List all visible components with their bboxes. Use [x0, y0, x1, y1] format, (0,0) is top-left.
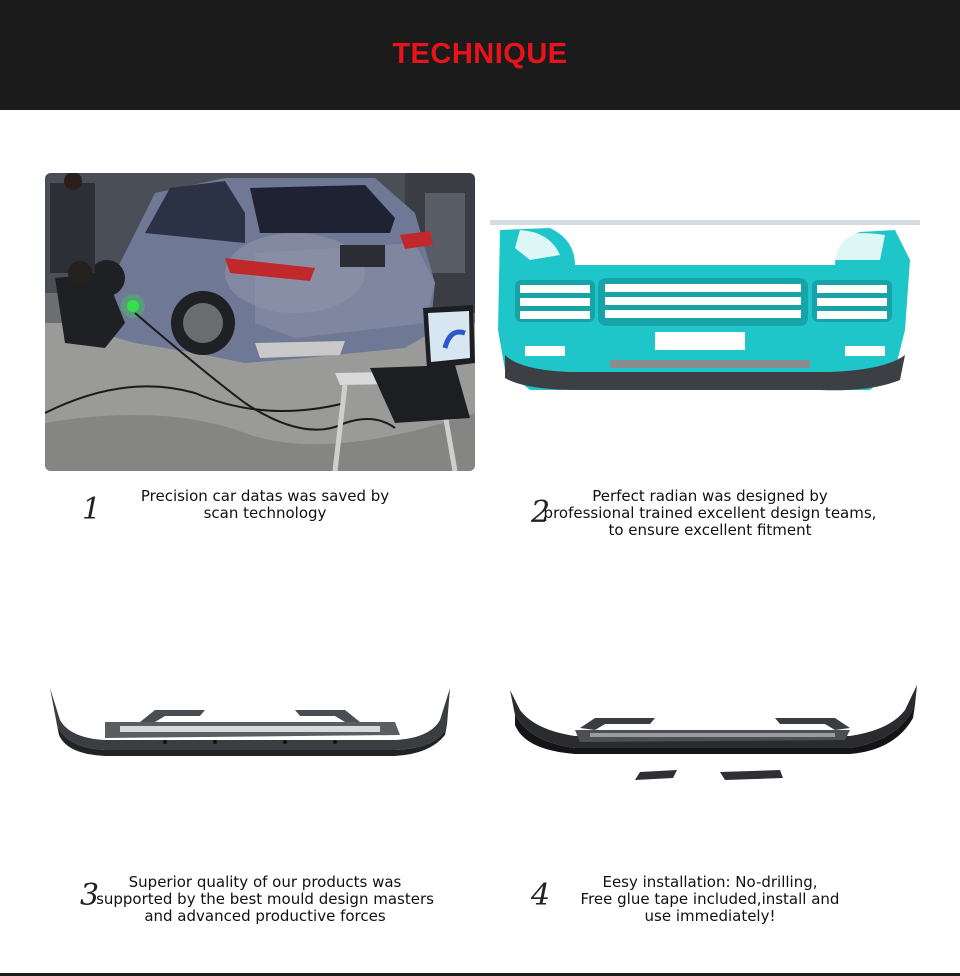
scan-photo [45, 173, 475, 471]
step-description-4 [560, 874, 860, 925]
step-description-2 [540, 488, 880, 539]
step-number-3: 3 [80, 878, 100, 913]
step-number-4: 4 [531, 878, 551, 913]
step-line: to ensure excellent fitment [608, 521, 812, 539]
header-banner [0, 0, 960, 110]
step-line: Free glue tape included,install and [580, 890, 840, 908]
step-line: Eesy installation: No-drilling, [602, 873, 818, 891]
carbon-diffuser-image [505, 680, 920, 785]
step-line: Superior quality of our products was [128, 873, 402, 891]
step-line: professional trained excellent design teams, [543, 504, 877, 522]
step-number-1: 1 [82, 492, 102, 527]
step-description-3 [95, 874, 435, 925]
step-number-2: 2 [531, 495, 551, 530]
page-title: TECHNIQUE [392, 38, 568, 70]
scan-model-image [490, 220, 920, 405]
step-line: use immediately! [644, 907, 776, 925]
step-description-1 [100, 488, 430, 522]
step-line: and advanced productive forces [144, 907, 386, 925]
diffuser-product-image [45, 680, 455, 760]
step-line: Perfect radian was designed by [592, 487, 828, 505]
step-line: supported by the best mould design masters [96, 890, 434, 908]
step-line: Precision car datas was saved by [140, 487, 390, 505]
step-line: scan technology [203, 504, 327, 522]
